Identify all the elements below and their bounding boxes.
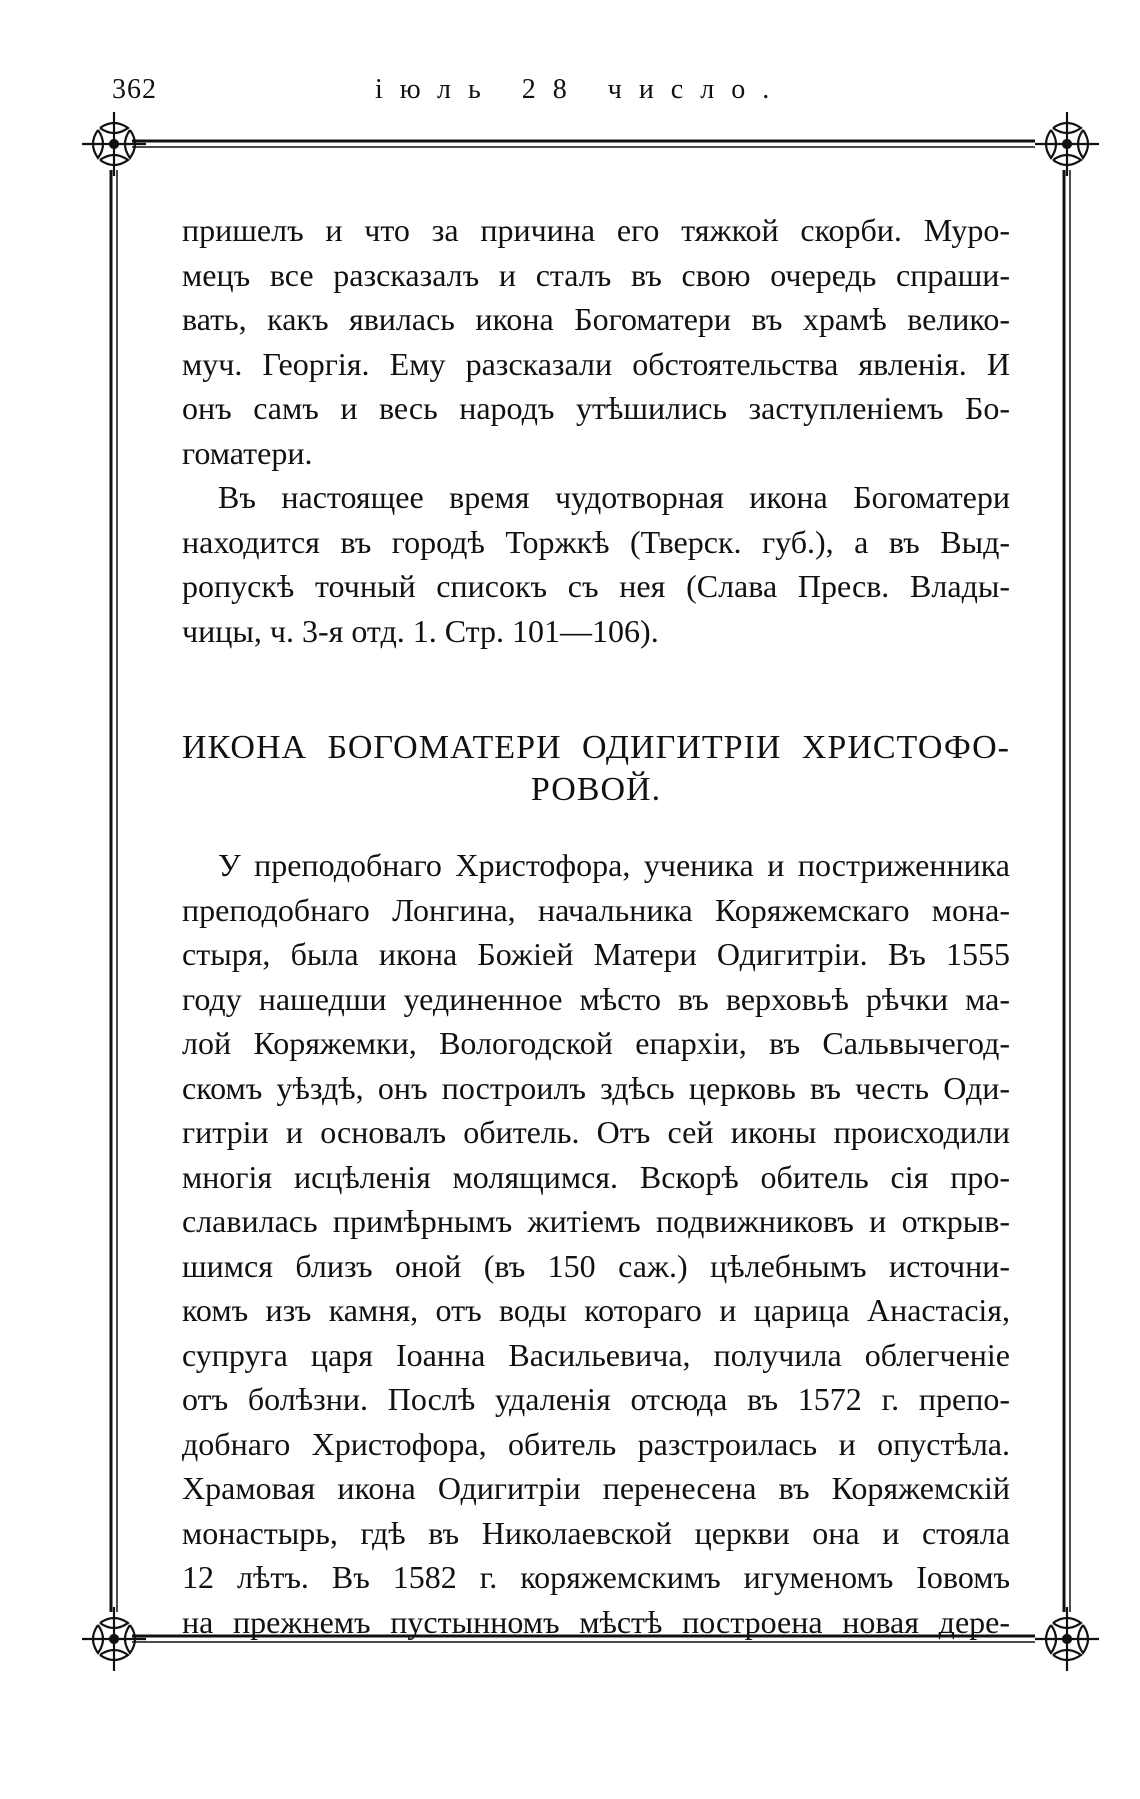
text-line: гоматери.	[182, 434, 313, 471]
heading-line: ИКОНА БОГОМАТЕРИ ОДИГИТРІИ ХРИСТОФО-	[182, 729, 1010, 766]
text-line: 12 лѣтъ. Въ 1582 г. коряжемскимъ игуменомъ Іовомъ	[182, 1559, 1010, 1595]
text-line: скомъ уѣздѣ, онъ построилъ здѣсь церковь въ честь Оди-	[182, 1069, 1010, 1106]
text-line: чицы, ч. 3-я отд. 1. Стр. 101—106).	[182, 612, 659, 649]
corner-ornament-top-left-icon	[82, 112, 146, 176]
corner-ornament-bottom-right-icon	[1035, 1607, 1099, 1671]
heading-line: РОВОЙ.	[530, 771, 662, 808]
section-heading	[182, 727, 1010, 811]
text-line: муч. Георгія. Ему разсказали обстоятельства явленія. И	[182, 345, 1010, 382]
text-line: стыря, была икона Божіей Матери Одигитріи. Въ 1555	[182, 936, 1010, 972]
paragraph-1	[182, 208, 1010, 475]
text-line: мецъ все разсказалъ и сталъ въ свою очередь спраши-	[182, 256, 1010, 293]
text-line: лой Коряжемки, Вологодской епархіи, въ Сальвычегод-	[182, 1025, 1010, 1061]
text-line: находится въ городѣ Торжкѣ (Тверск. губ.), а въ Выд-	[182, 523, 1010, 560]
corner-ornament-top-right-icon	[1035, 112, 1099, 176]
text-line: вать, какъ явилась икона Богоматери въ храмѣ велико-	[182, 301, 1010, 337]
text-line: добнаго Христофора, обитель разстроилась и опустѣла.	[182, 1425, 1010, 1462]
page-content	[182, 208, 1010, 1644]
paragraph-2	[182, 475, 1010, 653]
text-line: отъ болѣзни. Послѣ удаленія отсюда въ 1572 г. препо-	[182, 1381, 1010, 1417]
text-line: Храмовая икона Одигитріи перенесена въ Коряжемскій	[182, 1470, 1010, 1506]
text-line: монастырь, гдѣ въ Николаевской церкви она и стояла	[182, 1514, 1010, 1551]
text-line: преподобнаго Лонгина, начальника Коряжемскаго мона-	[182, 891, 1010, 928]
paragraph-3	[182, 843, 1010, 1644]
text-line: У преподобнаго Христофора, ученика и постриженника	[218, 847, 1010, 883]
text-line: шимся близъ оной (въ 150 саж.) цѣлебнымъ источни-	[182, 1247, 1010, 1284]
text-line: на прежнемъ пустынномъ мѣстѣ построена новая дере-	[182, 1603, 1010, 1640]
page-header	[0, 74, 1140, 114]
text-line: гитріи и основалъ обитель. Отъ сей иконы происходили	[182, 1114, 1010, 1150]
text-line: славилась примѣрнымъ житіемъ подвижниковъ и открыв-	[182, 1203, 1010, 1239]
text-line: году нашедши уединенное мѣсто въ верховьѣ рѣчки ма-	[182, 980, 1010, 1017]
text-line: Въ настоящее время чудотворная икона Богоматери	[218, 479, 1010, 515]
text-line: супруга царя Іоанна Васильевича, получила облегченіе	[182, 1336, 1010, 1373]
text-line: онъ самъ и весь народъ утѣшились заступленіемъ Бо-	[182, 390, 1010, 426]
text-line: ропускѣ точный списокъ съ нея (Слава Пресв. Влады-	[182, 568, 1010, 604]
text-line: пришелъ и что за причина его тяжкой скорби. Муро-	[182, 212, 1010, 248]
text-line: многія исцѣленія молящимся. Вскорѣ обитель сія про-	[182, 1158, 1010, 1195]
running-head: іюль 28 число.	[375, 74, 787, 105]
page-number: 362	[112, 74, 157, 105]
corner-ornament-bottom-left-icon	[82, 1607, 146, 1671]
text-line: комъ изъ камня, отъ воды котораго и царица Анастасія,	[182, 1292, 1010, 1328]
